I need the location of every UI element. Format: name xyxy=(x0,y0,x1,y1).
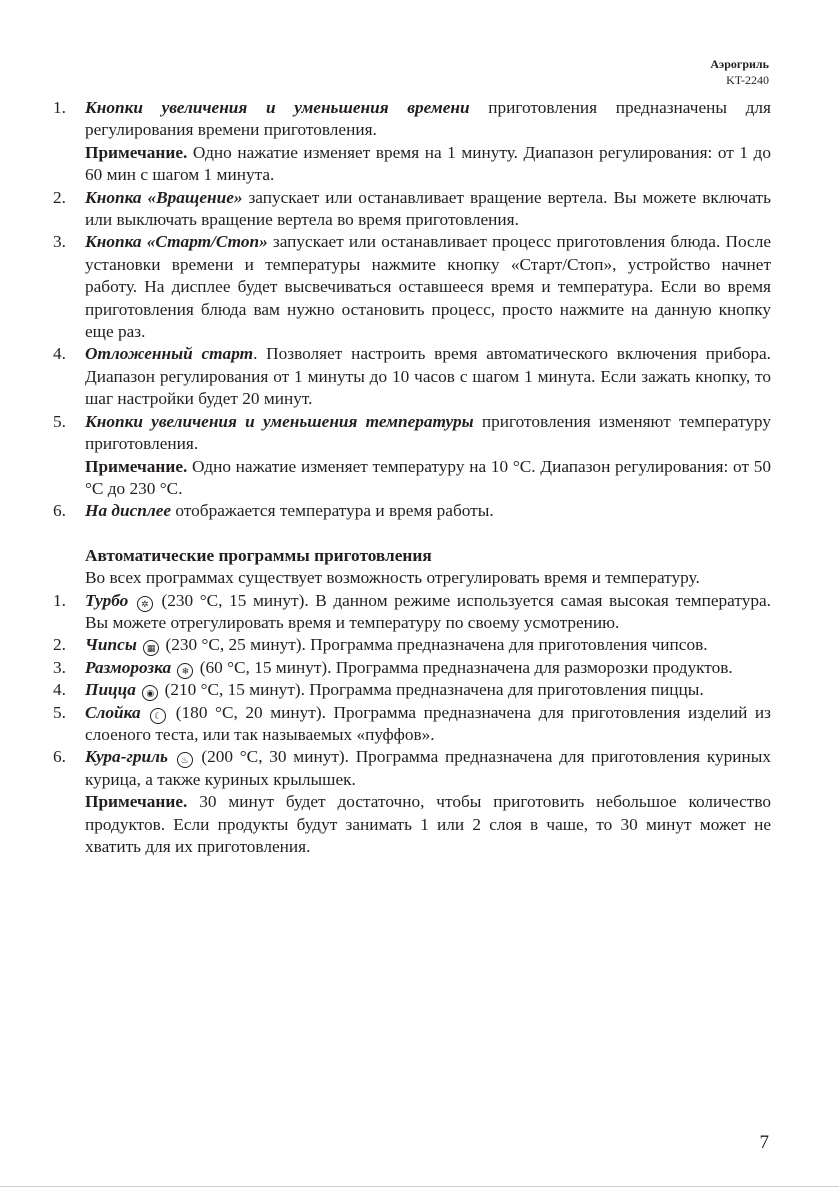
item-lead: Отложенный старт xyxy=(85,344,254,364)
item-lead: Кнопка «Старт/Стоп» xyxy=(85,232,268,252)
fan-icon: ✲ xyxy=(137,596,153,612)
program-name: Турбо xyxy=(85,590,129,610)
list-item xyxy=(53,590,771,635)
item-text: запускает или останавливает процесс приготовления блюда. После установки времени и температуры нажмите кнопку «Старт/Стоп», устройство начнет работу. На дисплее будет высвечиваться оставшееся время и температура. Если во время приготовления блюда вам нужно остановить процесс, просто нажмите на данную кнопку еще раз. xyxy=(85,232,771,342)
item-text: (60 °С, 15 минут). Программа предназначена для разморозки продуктов. xyxy=(195,657,733,677)
item-text: (200 °С, 30 минут). Программа предназначена для приготовления куриных курица, а также куриных крылышек. xyxy=(85,747,771,789)
item-text: (230 °С, 25 минут). Программа предназначена для приготовления чипсов. xyxy=(161,635,708,655)
program-name: Кура-гриль xyxy=(85,747,168,767)
program-name: Слойка xyxy=(85,702,141,722)
item-number: 2. xyxy=(53,635,66,655)
program-name: Чипсы xyxy=(85,635,137,655)
item-number: 3. xyxy=(53,232,66,252)
section-intro: Во всех программах существует возможность отрегулировать время и температуру. xyxy=(85,568,700,588)
item-number: 4. xyxy=(53,344,66,364)
note-label: Примечание. xyxy=(85,456,188,476)
item-number: 1. xyxy=(53,98,66,117)
controls-list xyxy=(53,97,771,523)
list-item xyxy=(53,187,771,232)
list-item xyxy=(53,97,771,187)
item-lead: Кнопки увеличения и уменьшения времени xyxy=(85,98,470,117)
item-number: 6. xyxy=(53,747,66,767)
item-lead: На дисплее xyxy=(85,501,172,521)
list-item xyxy=(53,231,771,343)
chips-icon: ▦ xyxy=(143,640,159,656)
list-item xyxy=(53,702,771,747)
item-number: 5. xyxy=(53,702,66,722)
program-name: Разморозка xyxy=(85,657,172,677)
item-number: 5. xyxy=(53,411,66,431)
note-label: Примечание. xyxy=(85,792,188,812)
item-text: (210 °С, 15 минут). Программа предназначена для приготовления пиццы. xyxy=(160,680,704,700)
section-title: Автоматические программы приготовления xyxy=(85,545,432,565)
item-lead: Кнопка «Вращение» xyxy=(85,187,243,207)
page-content xyxy=(53,97,771,858)
programs-list xyxy=(53,590,771,859)
note-label: Примечание. xyxy=(85,142,188,162)
croissant-icon: ☾ xyxy=(150,708,166,724)
item-number: 2. xyxy=(53,187,66,207)
chicken-leg-icon: ♨ xyxy=(177,752,193,768)
item-number: 1. xyxy=(53,590,66,610)
list-item xyxy=(53,411,771,501)
item-number: 6. xyxy=(53,501,66,521)
list-item xyxy=(53,343,771,410)
item-number: 3. xyxy=(53,657,66,677)
list-item xyxy=(53,634,771,656)
program-name: Пицца xyxy=(85,680,136,700)
item-lead: Кнопки увеличения и уменьшения температуры xyxy=(85,411,474,431)
item-number: 4. xyxy=(53,680,66,700)
item-text: отображается температура и время работы. xyxy=(171,501,494,521)
header-brand: Аэрогриль xyxy=(710,57,769,71)
item-text: запускает или останавливает вращение вертела. Вы можете включать или выключать вращение вертела во время приготовления. xyxy=(85,187,771,230)
running-header xyxy=(710,56,769,88)
list-item xyxy=(53,500,771,522)
item-text: (180 °С, 20 минут). Программа предназначена для приготовления изделий из слоеного теста, или так называемых «пуффов». xyxy=(85,702,771,744)
note-text: Одно нажатие изменяет время на 1 минуту. Диапазон регулирования: от 1 до 60 мин с шагом 1 минута. xyxy=(85,142,771,185)
page-bottom-rule xyxy=(0,1186,839,1187)
list-item xyxy=(53,679,771,701)
note-text: Одно нажатие изменяет температуру на 10 °С. Диапазон регулирования: от 50 °С до 230 °С. xyxy=(85,456,771,498)
item-text: . Позволяет настроить время автоматического включения прибора. Диапазон регулирования от 1 минуты до 10 часов с шагом 1 минута. Если зажать кнопку, то шаг настройки будет 20 минут. xyxy=(85,344,772,409)
list-item xyxy=(53,746,771,858)
list-item xyxy=(53,657,771,679)
snowflake-icon: ❄ xyxy=(177,663,193,679)
header-model: KT-2240 xyxy=(726,73,769,87)
item-text: приготовления изменяют температуру приготовления. xyxy=(85,411,771,454)
note-text: 30 минут будет достаточно, чтобы приготовить небольшое количество продуктов. Если продукты будут занимать 1 или 2 слоя в чаше, то 30 минут может не хватить для их приготовления. xyxy=(85,792,771,856)
pizza-icon: ◉ xyxy=(142,685,158,701)
item-text: (230 °С, 15 минут). В данном режиме используется самая высокая температура. Вы можете отрегулировать время и температуру по своему усмотрению. xyxy=(85,590,771,632)
item-text: приготовления предназначены для регулирования времени приготовления. xyxy=(85,98,772,140)
page-number: 7 xyxy=(759,1132,769,1153)
